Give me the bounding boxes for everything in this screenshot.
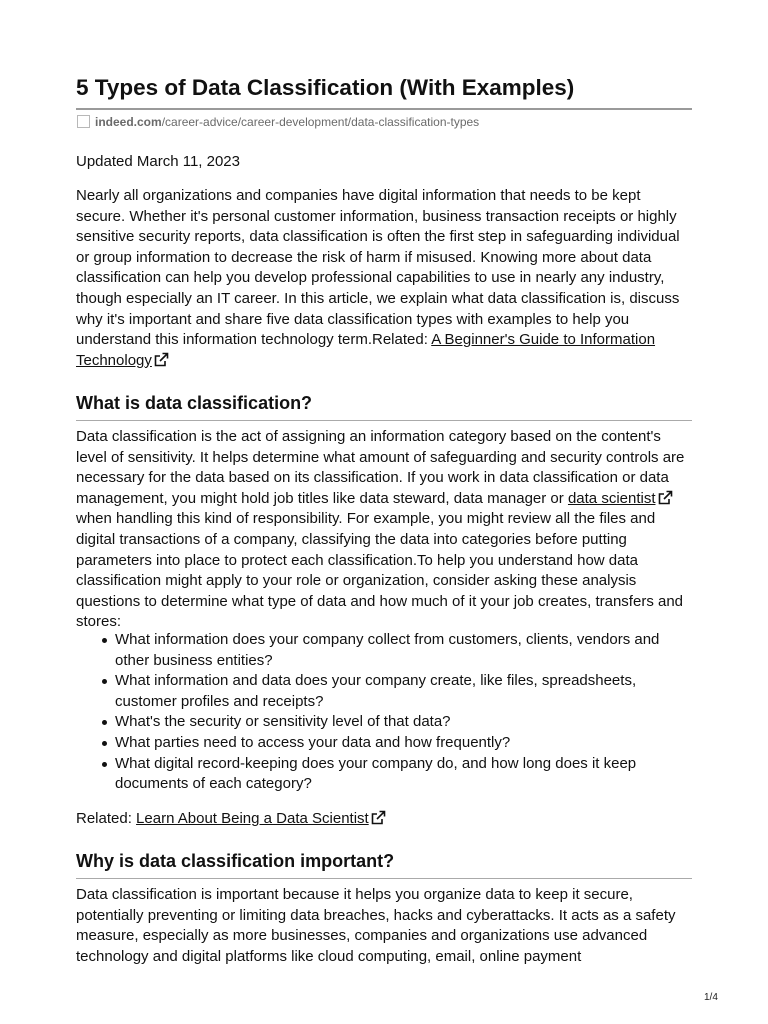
list-item: What information does your company collect from customers, clients, vendors and other business entities? (115, 630, 692, 671)
related-prefix: Related: (76, 810, 137, 827)
it-guide-link-text: A Beginner's Guide to Information Technology (76, 331, 656, 369)
source-line (76, 114, 692, 130)
source-domain: indeed.com (95, 115, 162, 129)
related-line (76, 809, 692, 830)
data-scientist-link-text: data scientist (567, 489, 656, 507)
section-heading-why: Why is data classification important? (76, 850, 692, 879)
external-link-icon (657, 490, 673, 506)
list-item: What information and data does your company create, like files, spreadsheets, customer profiles and receipts? (115, 671, 692, 712)
external-link-icon (153, 352, 169, 368)
page-title: 5 Types of Data Classification (With Examples) (76, 74, 692, 110)
intro-text: Nearly all organizations and companies have digital information that needs to be kept secure. Whether it's personal customer information, business transaction receipts or highly sensitive security reports, data classification is often the first step in safeguarding individual or group information to decrease the risk of harm if misused. Knowing more about data classification can help you develop professional capabilities to use in nearly any industry, though especially an IT career. In this article, we explain what data classification is, discuss why it's important and share five data classification types with examples to help you understand this information technology term.Related: (76, 187, 680, 349)
section1-text-after: when handling this kind of responsibility. For example, you might review all the files and digital transactions of a company, classifying the data into categories before putting parameters into place to protect each classification.To help you understand how data classification might apply to your role or organization, consider asking these analysis questions to determine what type of data and how much of it your job creates, transfers and stores: (76, 510, 684, 631)
external-link-icon (370, 810, 386, 826)
analysis-questions-list (76, 630, 692, 795)
section1-paragraph (76, 427, 692, 633)
section-heading-what: What is data classification? (76, 392, 692, 421)
page-number: 1/4 (704, 992, 718, 1003)
list-item: What's the security or sensitivity level of that data? (115, 712, 692, 733)
source-path: /career-advice/career-development/data-classification-types (161, 115, 480, 129)
favicon-icon (77, 115, 90, 128)
data-scientist-guide-link-text: Learn About Being a Data Scientist (136, 810, 369, 827)
data-scientist-guide-link[interactable] (136, 810, 386, 827)
list-item: What digital record-keeping does your company do, and how long does it keep documents of each category? (115, 754, 692, 795)
intro-paragraph (76, 186, 692, 371)
data-scientist-link[interactable] (568, 490, 673, 507)
source-url[interactable] (95, 114, 479, 130)
section2-paragraph: Data classification is important because it helps you organize data to keep it secure, potentially preventing or limiting data breaches, hacks and cyberattacks. It acts as a safety measure, especially as more businesses, companies and organizations use advanced technology and digital platforms like cloud computing, email, online payment (76, 886, 676, 965)
updated-date: Updated March 11, 2023 (76, 153, 240, 170)
section1-text-before: Data classification is the act of assigning an information category based on the content's level of sensitivity. It helps determine what amount of safeguarding and security controls are necessary for the data based on its classification. If you work in data classification or data management, you might hold job titles like data steward, data manager or (76, 428, 685, 507)
list-item: What parties need to access your data and how frequently? (115, 733, 692, 754)
